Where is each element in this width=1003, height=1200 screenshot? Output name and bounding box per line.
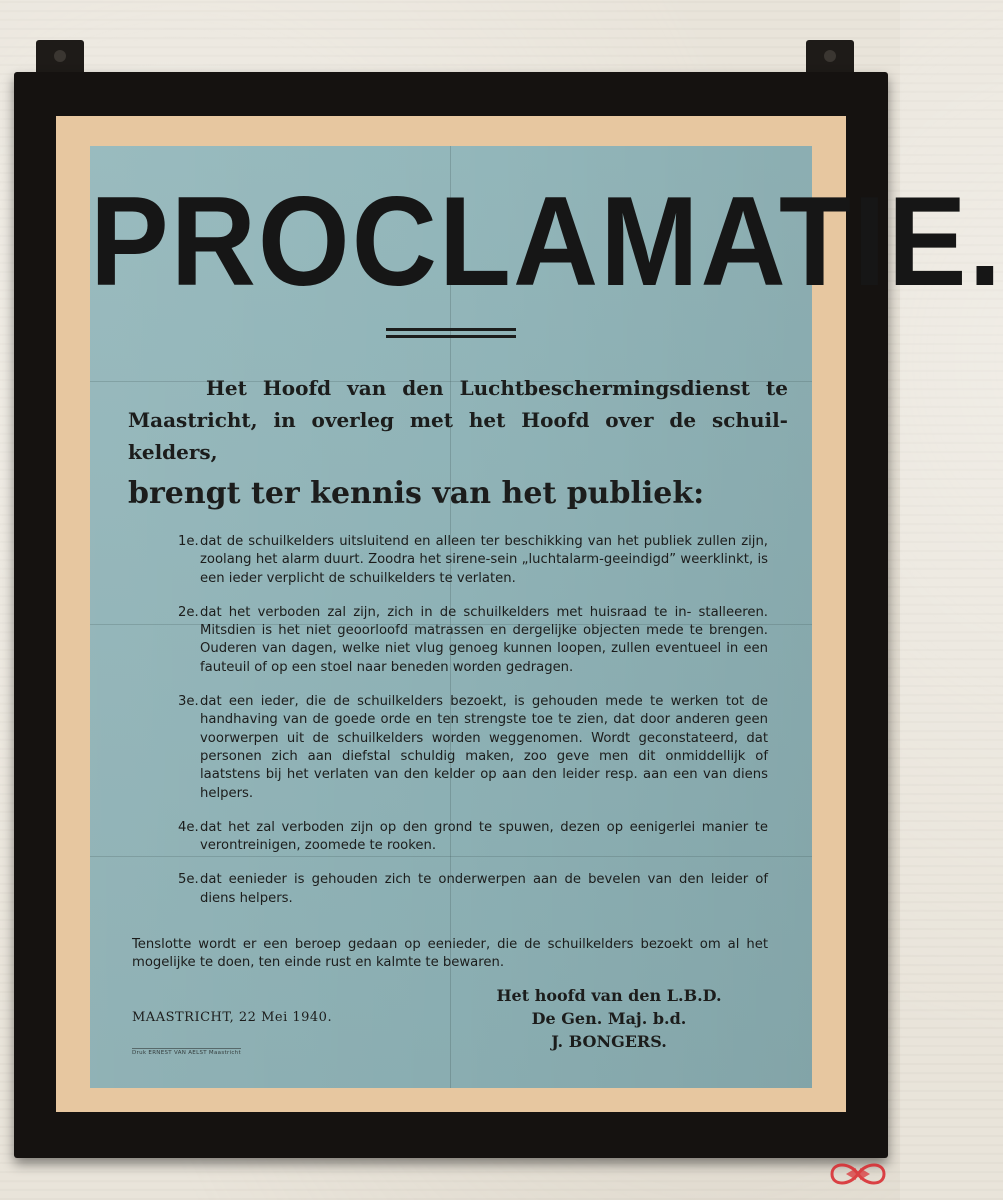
item-text: dat eenieder is gehouden zich te onderwerpen aan de bevelen van den leider of diens helpers. bbox=[200, 872, 768, 906]
proclamation-item bbox=[178, 533, 768, 588]
proclamation-poster bbox=[90, 146, 1003, 1088]
hanging-bracket-right bbox=[806, 40, 854, 76]
item-text: dat het zal verboden zijn op den grond te spuwen, dezen op eenigerlei manier te verontreinigen, zoomede te rooken. bbox=[200, 819, 768, 854]
signature-line-title: Het hoofd van den L.B.D. bbox=[496, 986, 722, 1005]
title-rule-top bbox=[386, 328, 516, 331]
item-text: dat een ieder, die de schuilkelders bezoekt, is gehouden mede te werken tot de handhaving van de goede orde en ten strengste toe te zien, dat door anderen geen voorwerpen uit de schuilkelders worden weggenomen. Wordt geconstateerd, dat personen zich aan diefstal schuldig maken, zoo geve men dit onmiddellijk of laatstens bij het verlaten van den kelder op aan den leider resp. aan een van diens helpers. bbox=[200, 694, 768, 801]
item-number: 4e. bbox=[178, 819, 199, 835]
item-number: 2e. bbox=[178, 604, 199, 620]
signature-block bbox=[474, 984, 744, 1053]
proclamation-item bbox=[178, 604, 768, 677]
item-number: 1e. bbox=[178, 534, 199, 549]
announcement-heading: brengt ter kennis van het publiek: bbox=[128, 476, 705, 511]
printer-credit: Druk ERNEST VAN AELST Maastricht bbox=[132, 1050, 241, 1056]
poster-title: PROCLAMATIE. bbox=[90, 170, 1003, 314]
proclamation-item bbox=[178, 819, 768, 856]
infinity-logo-icon bbox=[826, 1158, 890, 1190]
item-text: dat de schuilkelders uitsluitend en alleen ter beschikking van het publiek zullen zijn, zoolang het alarm duurt. Zoodra het sirene-sein „luchtalarm-geeindigd” weerklinkt, is een ieder verplicht de schuilkelders te verlaten. bbox=[200, 534, 768, 586]
closing-paragraph: Tenslotte wordt er een beroep gedaan op eenieder, die de schuilkelders bezoekt om al het mogelijke te doen, ten einde rust en kalmte te bewaren. bbox=[132, 937, 768, 971]
signature-line-rank: De Gen. Maj. b.d. bbox=[531, 1009, 687, 1028]
item-text: dat het verboden zal zijn, zich in de schuilkelders met huisraad te in- stalleeren. Mitsdien is het niet geoorloofd matrassen en dergelijke objecten mede te brengen. Ouderen van dagen, welke niet vlug genoeg kunnen loopen, zullen eventueel in een fauteuil of op een stoel naar beneden worden gedragen. bbox=[200, 604, 768, 675]
proclamation-item bbox=[178, 693, 768, 803]
passe-partout-mat bbox=[56, 116, 1003, 1112]
picture-frame bbox=[14, 72, 1003, 1158]
place-and-date: MAASTRICHT, 22 Mei 1940. bbox=[132, 1010, 333, 1025]
proclamation-item bbox=[178, 871, 768, 908]
title-rule-bottom bbox=[386, 335, 516, 338]
proclamation-items bbox=[178, 533, 768, 924]
item-number: 3e. bbox=[178, 694, 199, 710]
intro-paragraph: Het Hoofd van den Luchtbeschermingsdienst te Maastricht, in overleg met het Hoofd over de schuil- kelders, bbox=[128, 376, 788, 464]
hanging-bracket-left bbox=[36, 40, 84, 76]
signature-line-name: J. BONGERS. bbox=[551, 1032, 667, 1051]
item-number: 5e. bbox=[178, 872, 199, 888]
